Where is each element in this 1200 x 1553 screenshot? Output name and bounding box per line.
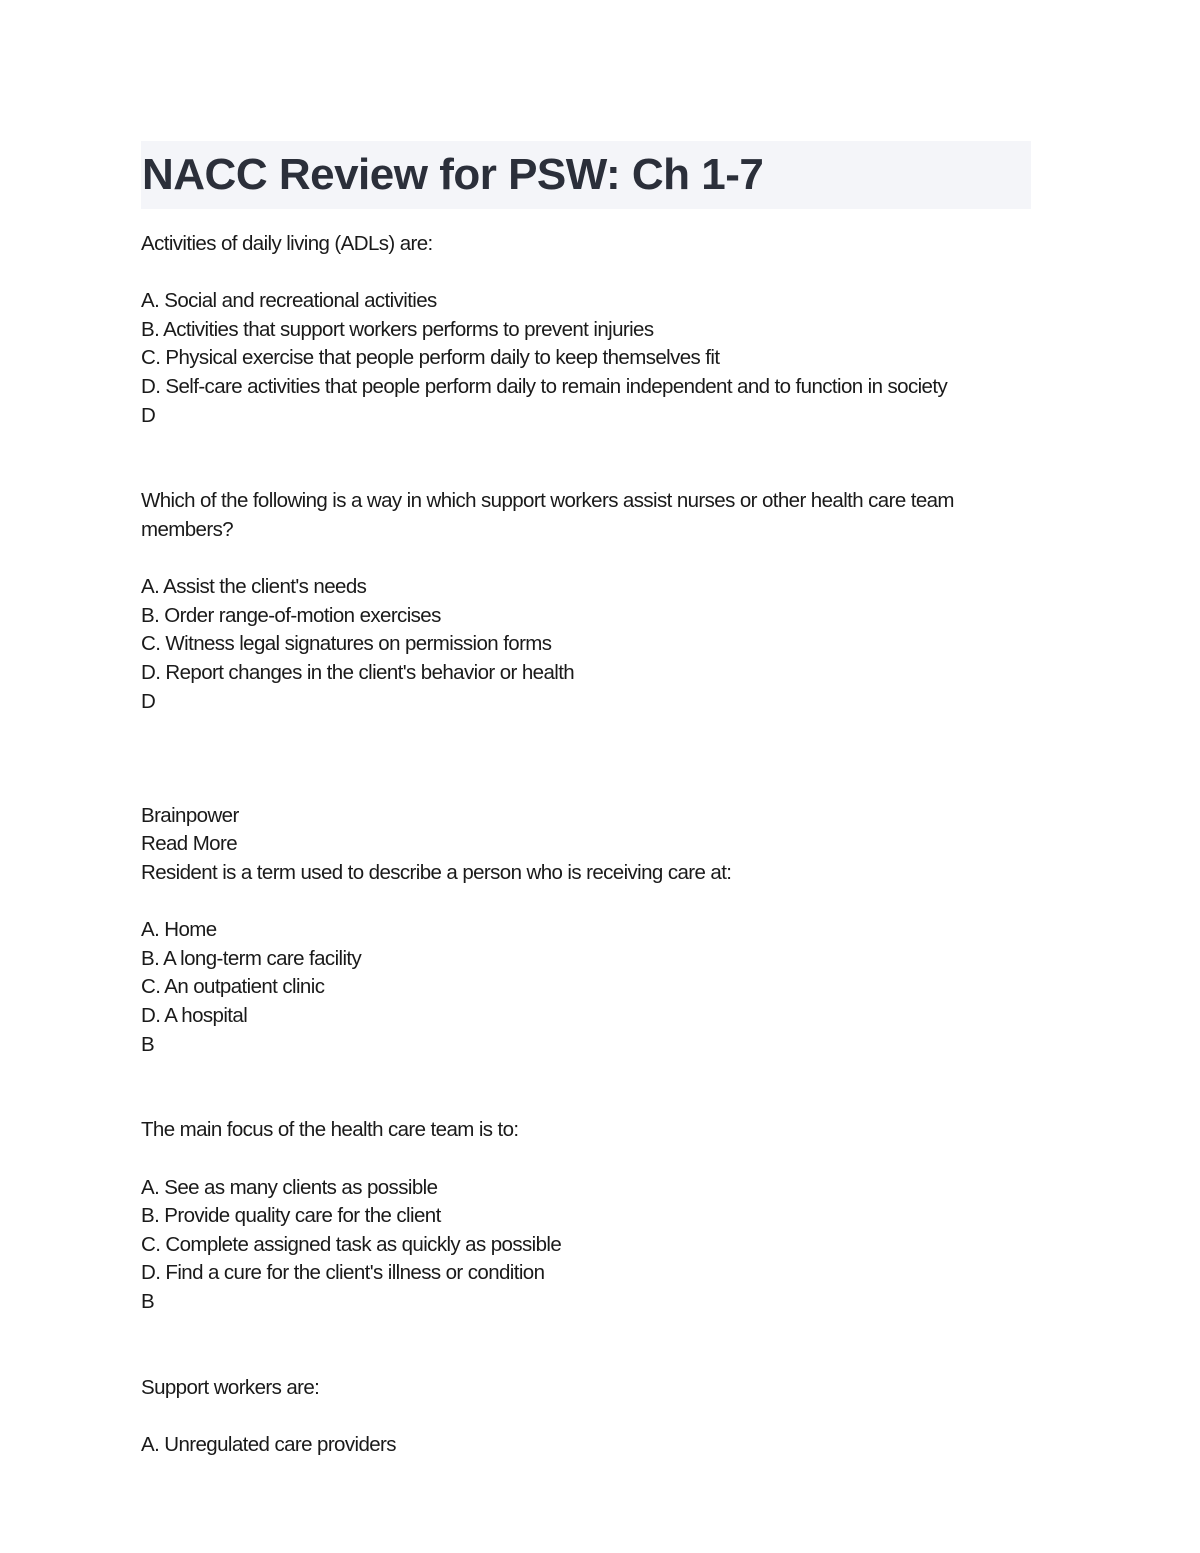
document-page <box>141 141 1031 1460</box>
page-title: NACC Review for PSW: Ch 1-7 <box>142 150 764 199</box>
correct-answer: D <box>141 689 156 713</box>
correct-answer: B <box>141 1289 155 1313</box>
correct-answer: D <box>141 403 156 427</box>
question-text: The main focus of the health care team is to: <box>141 1118 519 1142</box>
answer-option: C. Complete assigned task as quickly as possible <box>141 1232 562 1256</box>
answer-option: A. See as many clients as possible <box>141 1175 438 1199</box>
answer-option: C. An outpatient clinic <box>141 975 325 999</box>
question-text: Which of the following is a way in which support workers assist nurses or other health care team members? <box>141 489 954 541</box>
answer-option: C. Witness legal signatures on permission forms <box>141 632 552 656</box>
question-block-4 <box>141 1116 1031 1316</box>
answer-option: A. Assist the client's needs <box>141 575 367 599</box>
answer-option: B. Order range-of-motion exercises <box>141 603 441 627</box>
question-block-1 <box>141 230 1031 430</box>
answer-option: D. Report changes in the client's behavior or health <box>141 660 575 684</box>
answer-option: D. Find a cure for the client's illness or condition <box>141 1261 545 1285</box>
answer-option: B. A long-term care facility <box>141 946 362 970</box>
answer-option: A. Social and recreational activities <box>141 289 437 313</box>
question-text: Resident is a term used to describe a person who is receiving care at: <box>141 861 732 885</box>
question-block-3 <box>141 859 1031 1059</box>
answer-option: C. Physical exercise that people perform daily to keep themselves fit <box>141 346 720 370</box>
answer-option: B. Activities that support workers performs to prevent injuries <box>141 317 654 341</box>
correct-answer: B <box>141 1032 155 1056</box>
title-band <box>141 141 1031 209</box>
question-block-5 <box>141 1374 1031 1460</box>
question-block-2 <box>141 487 1031 716</box>
answer-option: A. Unregulated care providers <box>141 1432 396 1456</box>
answer-option: D. Self-care activities that people perform daily to remain independent and to function in society <box>141 374 948 398</box>
answer-option: B. Provide quality care for the client <box>141 1204 441 1228</box>
answer-option: D. A hospital <box>141 1004 248 1028</box>
question-text: Support workers are: <box>141 1375 320 1399</box>
question-text: Activities of daily living (ADLs) are: <box>141 232 433 255</box>
answer-option: A. Home <box>141 918 217 942</box>
read-more-link[interactable]: Read More <box>141 832 238 856</box>
brainpower-label: Brainpower <box>141 803 239 827</box>
